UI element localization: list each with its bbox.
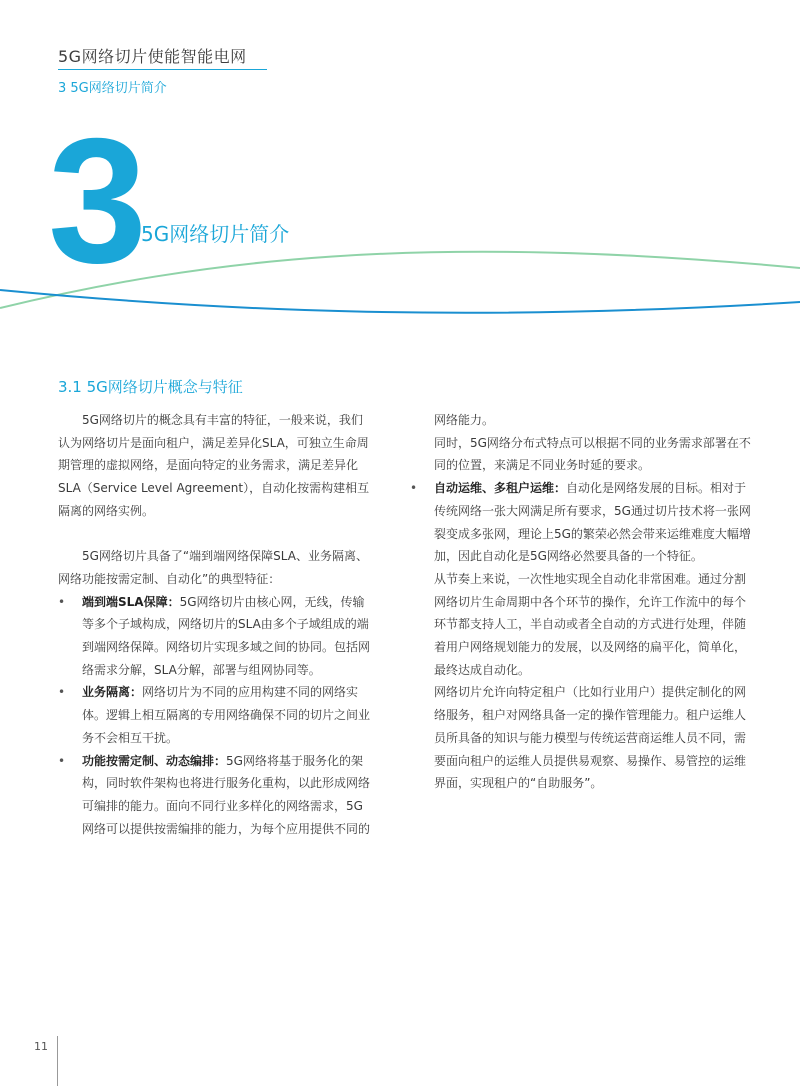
bullet-icon: •: [410, 481, 418, 496]
paragraph: 网络切片允许向特定租户（比如行业用户）提供定制化的网络服务，租户对网络具备一定的操作管理能力。租户运维人员所具备的知识与能力模型与传统运营商运维人员不同，需要面向租户的运维人员提供易观察、易操作、易管控的运维界面，实现租户的“自助服务”。: [434, 685, 747, 791]
page-number: 11: [34, 1040, 48, 1053]
chapter-title: 5G网络切片简介: [141, 222, 290, 246]
bullet-text: 5G网络切片由核心网，无线，传输等多个子域构成，网络切片的SLA由多个子域组成的端到端网络保障。网络切片实现多域之间的协同。包括网络需求分解，SLA分解，部署与组网协同等。: [82, 594, 371, 677]
wave-blue-line: [0, 290, 800, 313]
paragraph: 5G网络切片具备了“端到端网络保障SLA、业务隔离、网络功能按需定制、自动化”的典型特征：: [58, 549, 368, 586]
bullet-text: 5G网络将基于服务化的架构，同时软件架构也将进行服务化重构，以此形成网络可编排的能力。面向不同行业多样化的网络需求，5G网络可以提供按需编排的能力，为每个应用提供不同的: [82, 753, 371, 836]
paragraph: 网络能力。: [434, 413, 495, 427]
bullet-heading: 业务隔离：: [82, 685, 143, 700]
bullet-icon: •: [58, 753, 66, 768]
bullet-heading: 自动运维、多租户运维：: [434, 481, 567, 496]
bullet-icon: •: [58, 685, 66, 700]
left-column: [58, 409, 374, 840]
header-title: 5G网络切片使能智能电网: [58, 47, 247, 66]
paragraph: 5G网络切片的概念具有丰富的特征，一般来说，我们认为网络切片是面向租户，满足差异化SLA，可独立生命周期管理的虚拟网络，是面向特定的业务需求，满足差异化SLA（Service Level Agreement），自动化按需构建相互隔离的网络实例。: [58, 413, 370, 518]
bullet-text: 自动化是网络发展的目标。相对于传统网络一张大网满足所有要求，5G通过切片技术将一张网裂变成多张网，理论上5G的繁荣必然会带来运维难度大幅增加，因此自动化是5G网络必然要具备的一个特征。: [434, 481, 751, 564]
bullet-heading: 端到端SLA保障：: [82, 594, 180, 609]
bullet-heading: 功能按需定制、动态编排：: [82, 753, 227, 768]
header-subtitle: 3 5G网络切片简介: [58, 81, 167, 96]
paragraph: 从节奏上来说，一次性地实现全自动化非常困难。通过分割网络切片生命周期中各个环节的操作，允许工作流中的每个环节都支持人工，半自动或者全自动的方式进行处理，伴随着用户网络规划能力的发展，以及网络的扁平化，简单化，最终达成自动化。: [434, 571, 747, 677]
list-item: [410, 477, 752, 568]
bullet-text: 网络切片为不同的应用构建不同的网络实体。逻辑上相互隔离的专用网络确保不同的切片之间业务不会相互干扰。: [82, 685, 371, 745]
chapter-number: 3: [48, 101, 143, 300]
page-divider: [57, 1036, 58, 1086]
bullet-icon: •: [58, 594, 66, 609]
list-item: [58, 681, 374, 749]
decorative-waves: [0, 240, 800, 330]
right-column: [410, 409, 752, 795]
section-title: 3.1 5G网络切片概念与特征: [58, 378, 243, 396]
list-item: [58, 750, 374, 841]
list-item: [58, 591, 374, 682]
header-divider: [58, 69, 267, 70]
paragraph: 同时，5G网络分布式特点可以根据不同的业务需求部署在不同的位置，来满足不同业务时延的要求。: [434, 435, 751, 473]
